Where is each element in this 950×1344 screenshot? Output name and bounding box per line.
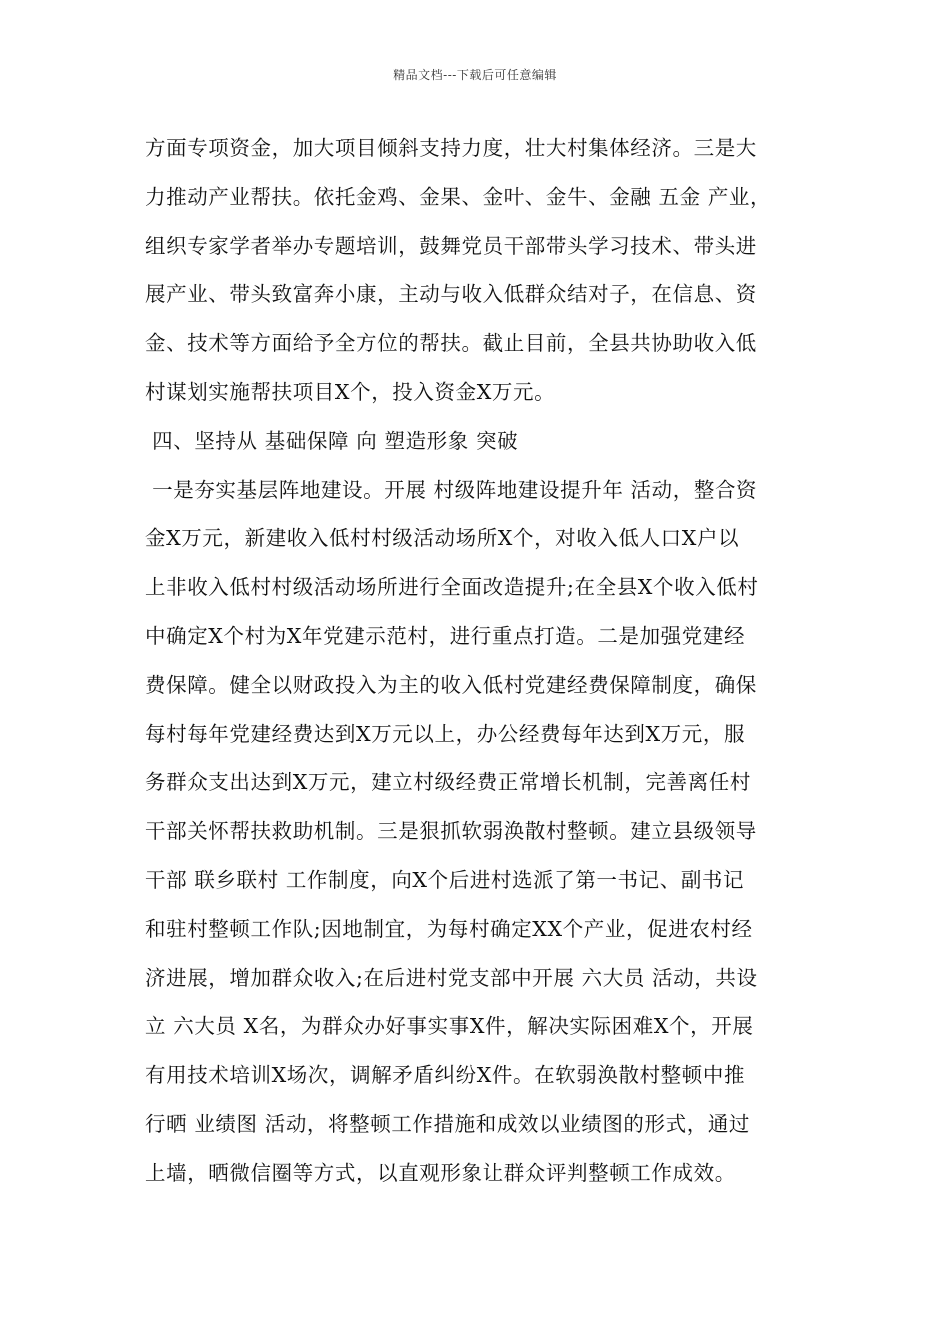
- text-line: 务群众支出达到X万元，建立村级经费正常增长机制，完善离任村: [145, 770, 751, 795]
- text-line: 有用技术培训X场次，调解矛盾纠纷X件。在软弱涣散村整顿中推: [145, 1063, 746, 1088]
- text-line: 力推动产业帮扶。依托金鸡、金果、金叶、金牛、金融 五金 产业，: [145, 184, 772, 209]
- text-line: 一是夯实基层阵地建设。开展 村级阵地建设提升年 活动，整合资: [145, 477, 758, 502]
- text-line: 方面专项资金，加大项目倾斜支持力度，壮大村集体经济。三是大: [145, 136, 757, 160]
- text-line: 济进展，增加群众收入;在后进村党支部中开展 六大员 活动，共设: [145, 965, 758, 990]
- text-line: 立 六大员 X名，为群众办好事实事X件，解决实际困难X个，开展: [145, 1014, 754, 1039]
- text-line: 展产业、带头致富奔小康，主动与收入低群众结对子，在信息、资: [145, 282, 757, 307]
- text-line: 干部 联乡联村 工作制度，向X个后进村选派了第一书记、副书记: [145, 867, 745, 892]
- text-line: 费保障。健全以财政投入为主的收入低村党建经费保障制度，确保: [145, 672, 757, 697]
- text-line: 行晒 业绩图 活动，将整顿工作措施和成效以业绩图的形式，通过: [145, 1111, 751, 1136]
- text-line: 上非收入低村村级活动场所进行全面改造提升;在全县X个收入低村: [145, 575, 759, 600]
- text-line: 村谋划实施帮扶项目X个，投入资金X万元。: [145, 379, 556, 404]
- text-line: 金、技术等方面给予全方位的帮扶。截止目前，全县共协助收入低: [145, 331, 757, 356]
- document-body: [145, 124, 815, 1198]
- text-line: 和驻村整顿工作队;因地制宜，为每村确定XX个产业，促进农村经: [145, 916, 753, 941]
- text-line: 上墙，晒微信圈等方式，以直观形象让群众评判整顿工作成效。: [145, 1160, 736, 1185]
- section-heading: 四、坚持从 基础保障 向 塑造形象 突破: [145, 428, 519, 453]
- text-line: 干部关怀帮扶救助机制。三是狠抓软弱涣散村整顿。建立县级领导: [145, 819, 757, 844]
- page-header: 精品文档---下载后可任意编辑: [393, 68, 557, 82]
- text-line: 每村每年党建经费达到X万元以上，办公经费每年达到X万元，服: [145, 721, 746, 746]
- text-line: 组织专家学者举办专题培训，鼓舞党员干部带头学习技术、带头进: [145, 233, 757, 258]
- text-line: 中确定X个村为X年党建示范村，进行重点打造。二是加强党建经: [145, 623, 746, 648]
- text-line: 金X万元，新建收入低村村级活动场所X个，对收入低人口X户以: [145, 526, 740, 551]
